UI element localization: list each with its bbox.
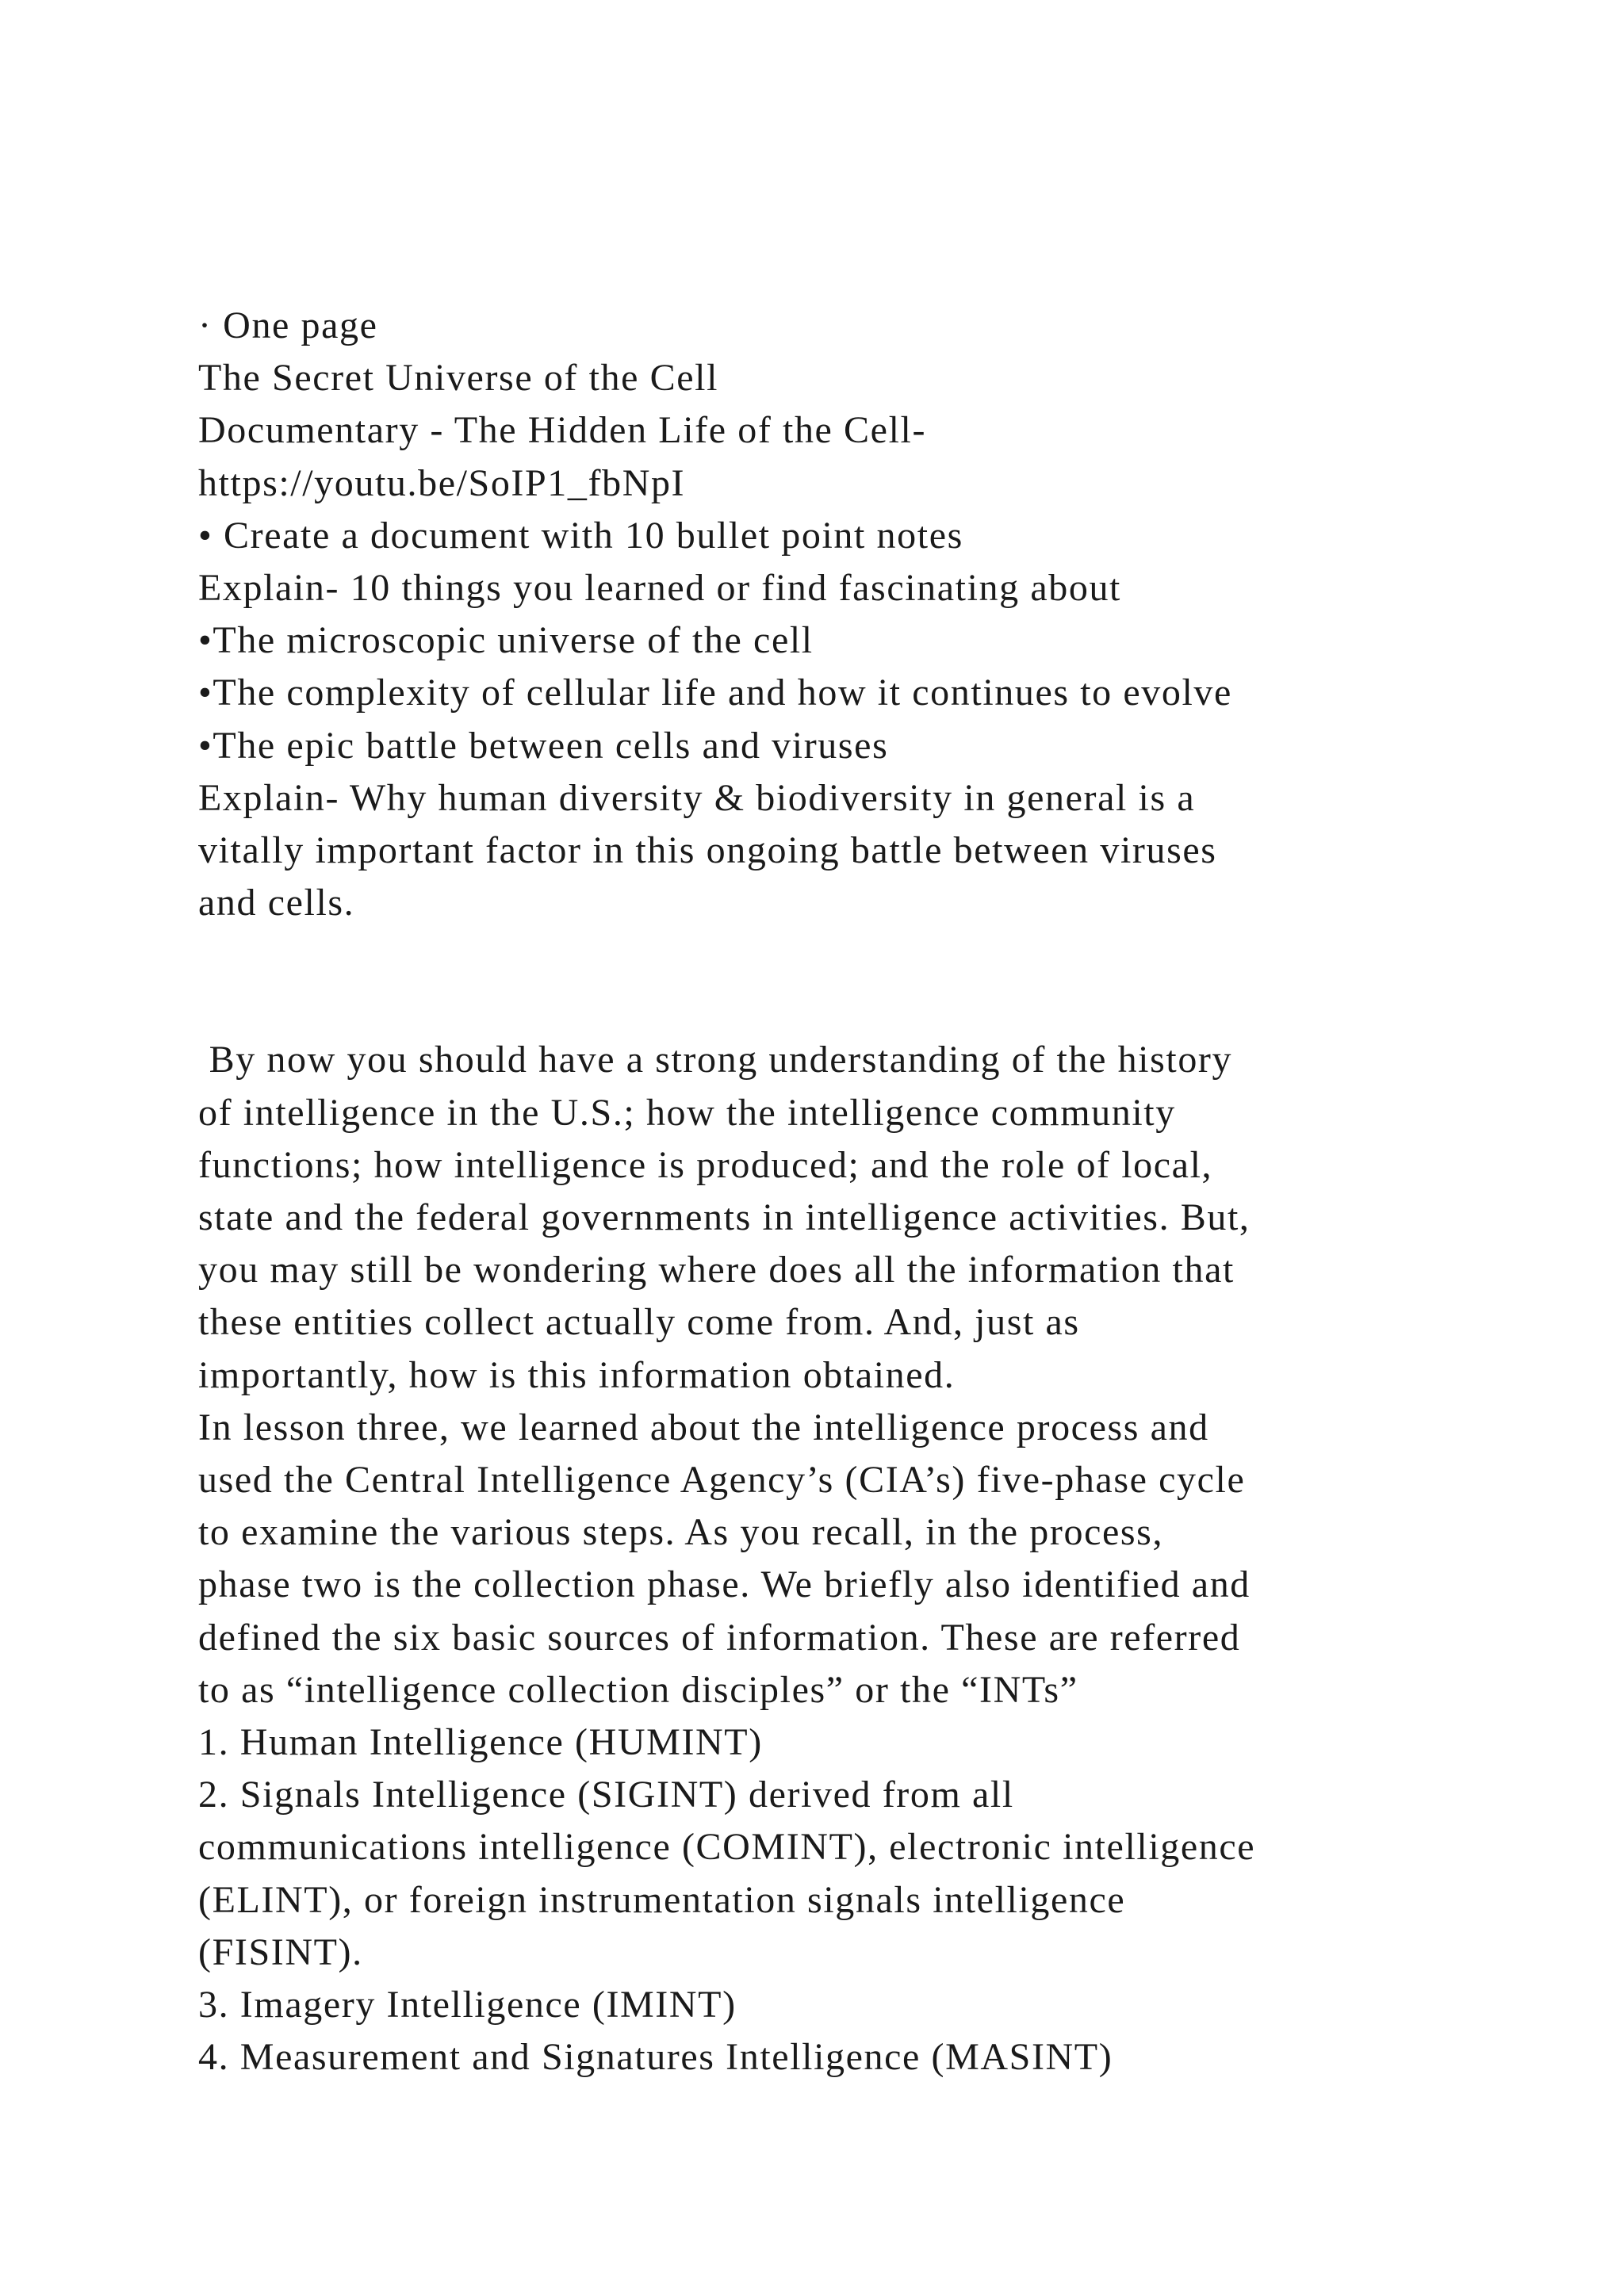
text-line: vitally important factor in this ongoing battle between viruses — [198, 829, 1217, 872]
text-line: By now you should have a strong understanding of the history — [198, 1039, 1233, 1081]
text-line: phase two is the collection phase. We briefly also identified and — [198, 1563, 1251, 1606]
text-line: The Secret Universe of the Cell — [198, 357, 719, 400]
text-line: In lesson three, we learned about the intelligence process and — [198, 1406, 1209, 1448]
list-item: 3. Imagery Intelligence (IMINT) — [198, 1984, 737, 2026]
paragraph-spacer — [198, 929, 1483, 1034]
text-line: · One page — [198, 304, 378, 346]
text-line: •The complexity of cellular life and how it continues to evolve — [198, 672, 1232, 714]
text-line: state and the federal governments in intelligence activities. But, — [198, 1196, 1251, 1239]
text-line: defined the six basic sources of information. These are referred — [198, 1616, 1241, 1659]
text-line: Explain- Why human diversity & biodiversity in general is a — [198, 776, 1196, 819]
text-line: •The epic battle between cells and viruses — [198, 724, 889, 767]
text-line: importantly, how is this information obtained. — [198, 1353, 956, 1396]
intelligence-block — [198, 1034, 1483, 2084]
text-line: these entities collect actually come from. And, just as — [198, 1301, 1080, 1344]
text-line: you may still be wondering where does all the information that — [198, 1249, 1235, 1292]
text-line: to as “intelligence collection disciples” or the “INTs” — [198, 1668, 1078, 1711]
text-line: of intelligence in the U.S.; how the intelligence community — [198, 1091, 1176, 1134]
text-line: used the Central Intelligence Agency’s (CIA’s) five-phase cycle — [198, 1459, 1246, 1502]
text-line: (FISINT). — [198, 1931, 363, 1973]
text-line: • Create a document with 10 bullet point notes — [198, 514, 963, 557]
text-line: communications intelligence (COMINT), electronic intelligence — [198, 1826, 1256, 1869]
text-line: functions; how intelligence is produced; and the role of local, — [198, 1143, 1213, 1186]
list-item: 1. Human Intelligence (HUMINT) — [198, 1721, 763, 1764]
list-item: 2. Signals Intelligence (SIGINT) derived from all — [198, 1774, 1014, 1816]
document-page — [198, 300, 1483, 2084]
text-line: Documentary - The Hidden Life of the Cell- — [198, 409, 927, 452]
text-line: https://youtu.be/SoIP1_fbNpI — [198, 461, 686, 504]
list-item: 4. Measurement and Signatures Intelligence (MASINT) — [198, 2036, 1113, 2079]
text-line: •The microscopic universe of the cell — [198, 619, 814, 662]
text-line: (ELINT), or foreign instrumentation signals intelligence — [198, 1878, 1126, 1921]
assignment-block — [198, 300, 1483, 929]
text-line: and cells. — [198, 882, 355, 924]
text-line: Explain- 10 things you learned or find fascinating about — [198, 567, 1121, 610]
text-line: to examine the various steps. As you recall, in the process, — [198, 1511, 1164, 1554]
